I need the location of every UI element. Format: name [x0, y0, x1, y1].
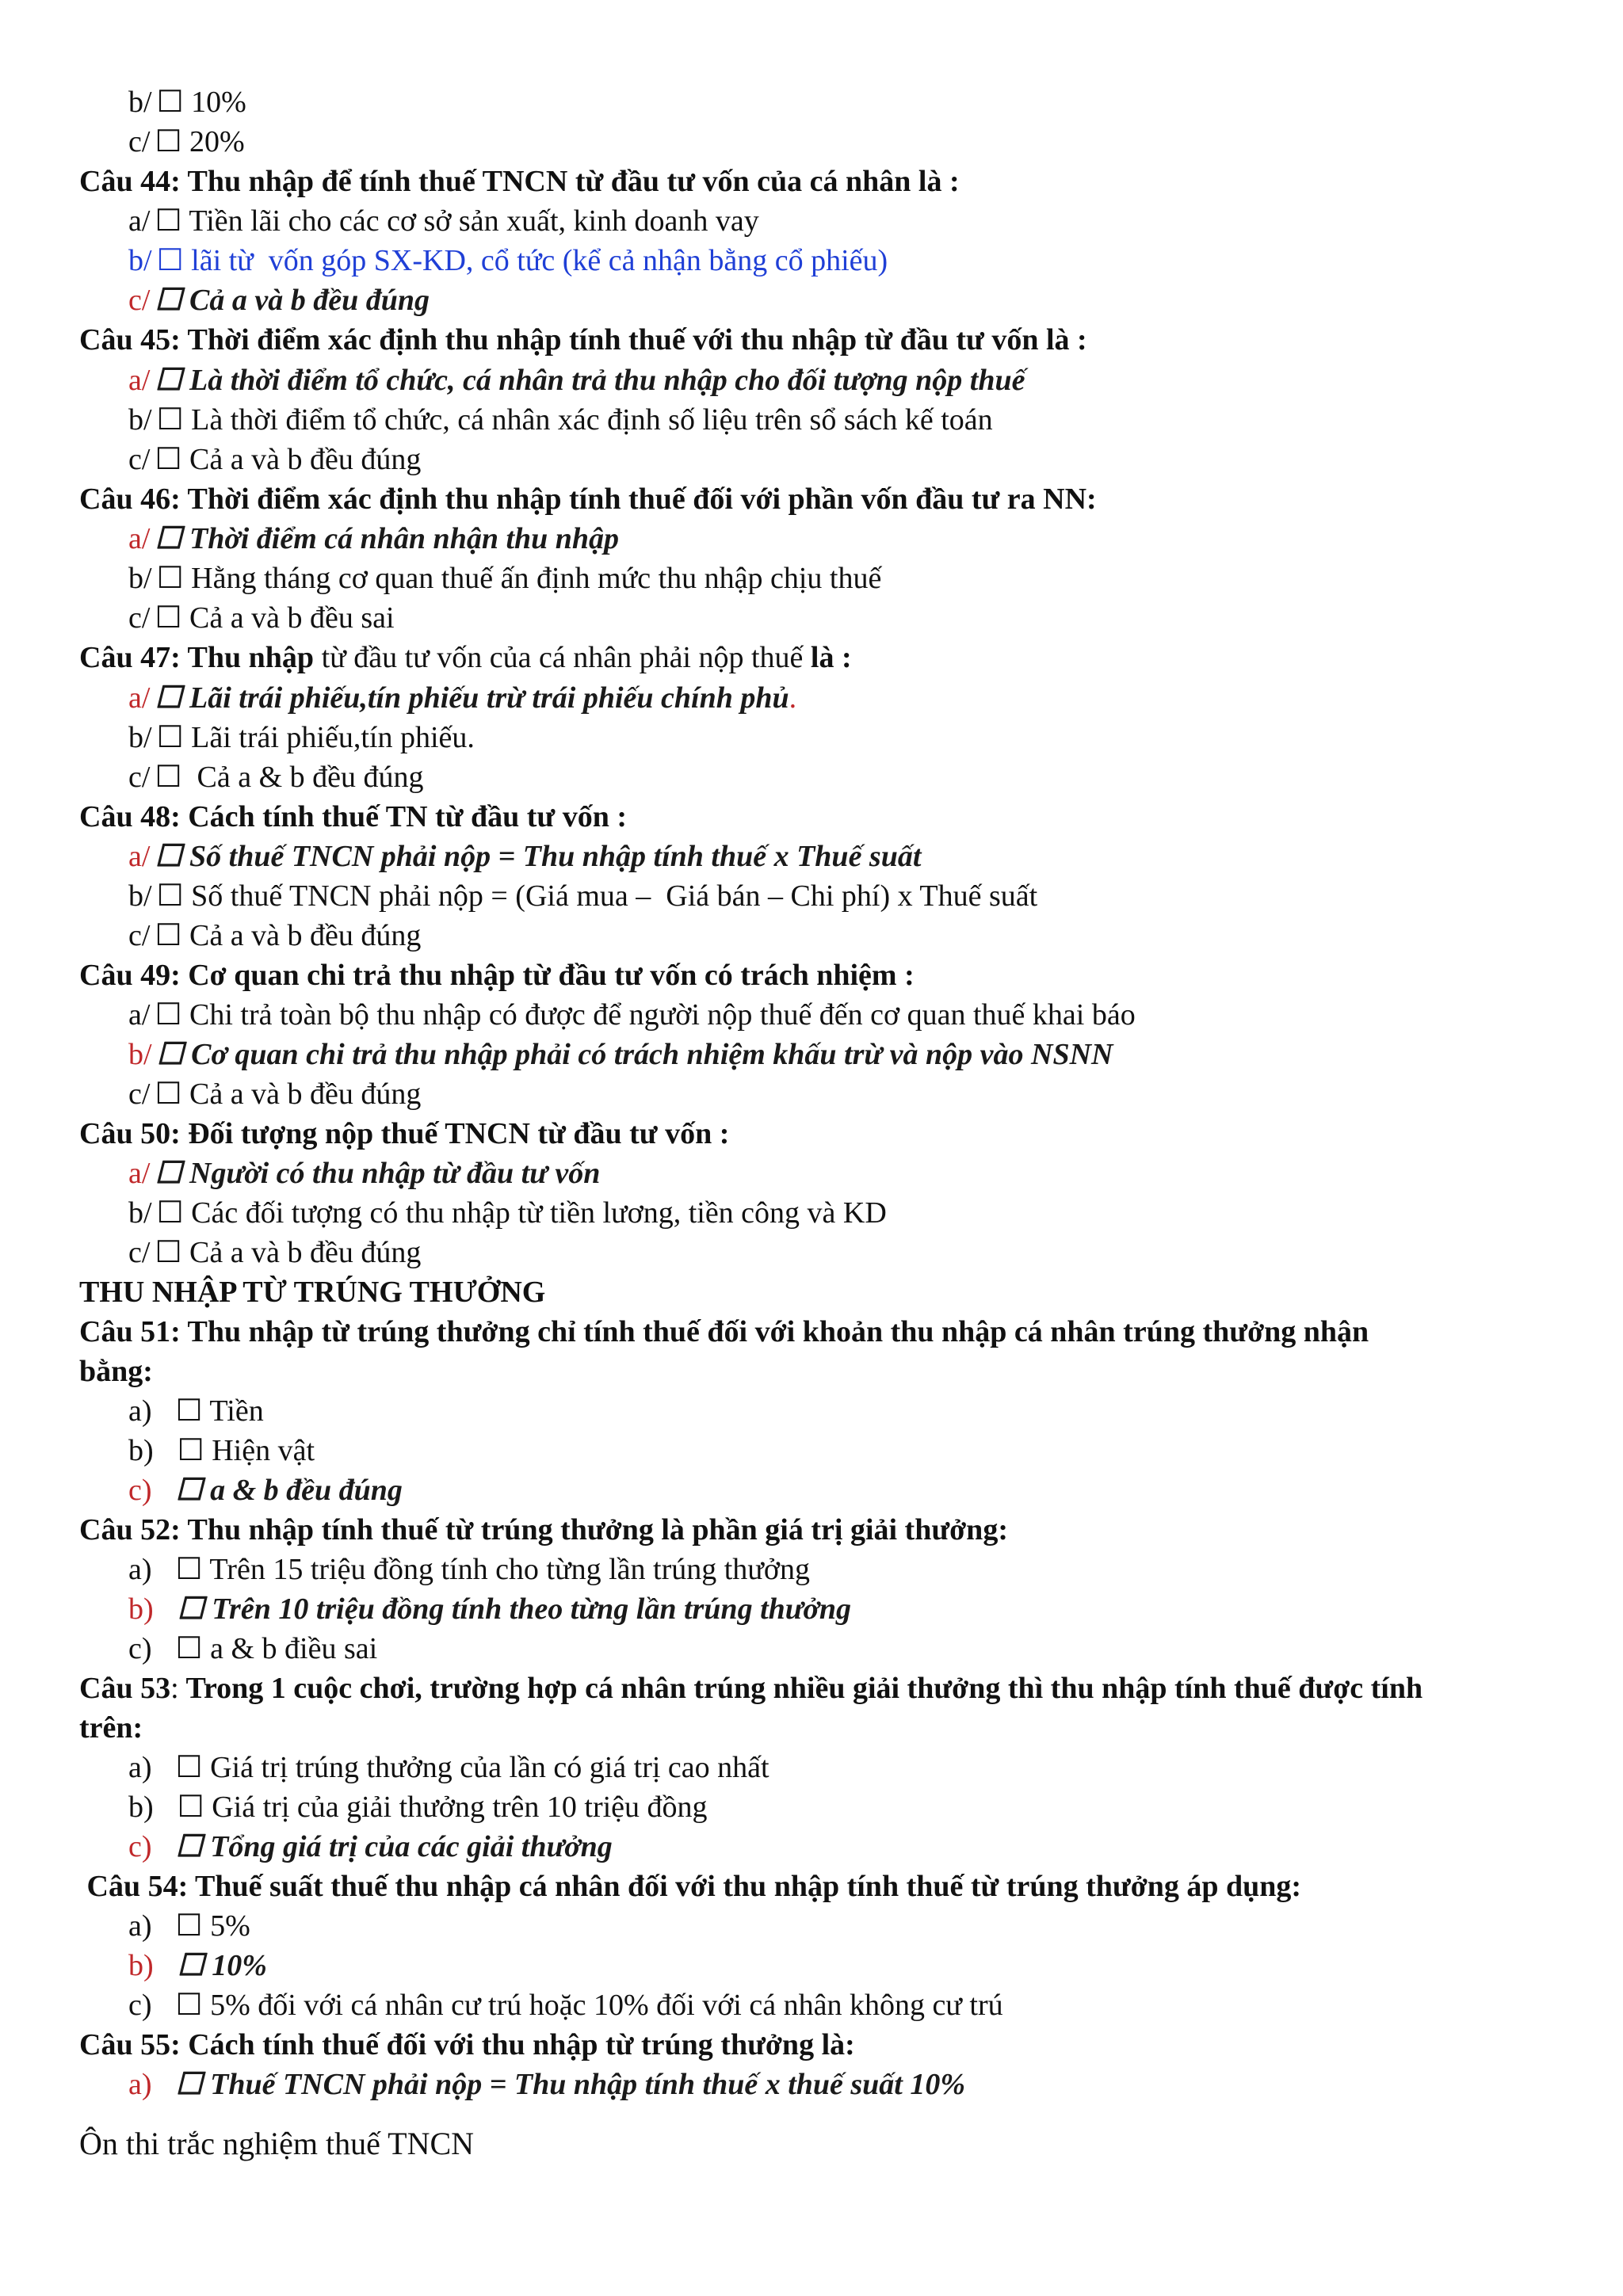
option-prefix: c/ [128, 601, 151, 635]
option-text: a & b điều sai [202, 1632, 378, 1665]
question-continuation: trên: [79, 1711, 143, 1745]
question-text: Đối tượng nộp thuế TNCN từ đầu tư vốn : [180, 1117, 730, 1150]
option-line [128, 360, 1025, 400]
option-text: Số thuế TNCN phải nộp = (Giá mua – Giá bán – Chi phí) x Thuế suất [183, 879, 1038, 913]
question-line [79, 638, 852, 677]
question-line [79, 479, 1097, 519]
option-line [128, 1748, 769, 1787]
checkbox-icon[interactable]: ☐ [156, 403, 184, 437]
option-prefix: a) [128, 1394, 152, 1428]
option-prefix: a/ [128, 1157, 151, 1190]
question-number: Câu 48: [79, 800, 181, 833]
option-prefix: c/ [128, 761, 151, 794]
option-prefix: a/ [128, 204, 151, 238]
checkbox-icon[interactable]: ☐ [155, 522, 182, 555]
option-prefix: c) [128, 1632, 152, 1665]
option-prefix: a) [128, 1909, 152, 1943]
option-text: Cả a và b đều đúng [181, 1236, 422, 1269]
checkbox-icon[interactable]: ☐ [175, 1989, 203, 2022]
checkbox-icon[interactable]: ☐ [155, 840, 182, 873]
option-prefix: c) [128, 1830, 152, 1863]
question-line [79, 320, 1087, 360]
option-text: Hiện vật [204, 1434, 315, 1467]
option-prefix: b/ [128, 403, 152, 437]
option-prefix: a/ [128, 364, 151, 397]
option-line [128, 1035, 1113, 1074]
option-text: Tổng giá trị của các giải thưởng [202, 1830, 613, 1863]
option-line [128, 757, 424, 797]
question-text: Trong 1 cuộc chơi, trường hợp cá nhân trúng nhiều giải thưởng thì thu nhập tính thuế được tính [178, 1672, 1423, 1705]
option-line [128, 1391, 264, 1431]
option-line [128, 1589, 851, 1629]
option-prefix: b) [128, 1949, 154, 1982]
option-line [128, 122, 245, 162]
option-text: Thuế TNCN phải nộp = Thu nhập tính thuế x thuế suất 10% [202, 2068, 966, 2101]
option-text: Cả a và b đều đúng [181, 443, 422, 476]
option-line [128, 1550, 810, 1589]
option-line [128, 440, 421, 479]
option-prefix: a) [128, 1553, 152, 1586]
option-text: 10% [204, 1949, 267, 1982]
option-line [128, 598, 395, 638]
question-number: Câu 52: [79, 1513, 181, 1547]
option-text: 5% đối với cá nhân cư trú hoặc 10% đối với cá nhân không cư trú [202, 1989, 1003, 2022]
option-line [128, 241, 888, 280]
question-text: Thu nhập để tính thuế TNCN từ đầu tư vốn của cá nhân là : [180, 165, 960, 198]
option-line [128, 1154, 600, 1193]
option-line [128, 1074, 421, 1114]
question-text: Cách tính thuế đối với thu nhập từ trúng thưởng là: [180, 2028, 855, 2061]
checkbox-icon[interactable]: ☐ [175, 1394, 203, 1428]
checkbox-icon[interactable]: ☐ [156, 879, 184, 913]
question-line [79, 2025, 855, 2065]
option-line [128, 916, 421, 955]
checkbox-icon[interactable]: ☐ [177, 1791, 204, 1824]
question-number: Câu 51: [79, 1315, 181, 1348]
option-line [128, 1193, 887, 1233]
checkbox-icon[interactable]: ☐ [155, 1077, 182, 1111]
checkbox-icon[interactable]: ☐ [155, 364, 182, 397]
question-number: Câu 53 [79, 1672, 171, 1705]
checkbox-icon[interactable]: ☐ [175, 2068, 203, 2101]
question-continuation: bằng: [79, 1355, 153, 1388]
option-prefix: b) [128, 1791, 154, 1824]
question-text: Thuế suất thuế thu nhập cá nhân đối với thu nhập tính thuế từ trúng thưởng áp dụng: [188, 1870, 1302, 1903]
option-line [128, 559, 881, 598]
option-prefix: a/ [128, 681, 151, 715]
option-line [128, 1827, 613, 1867]
option-text: Cả a và b đều đúng [181, 1077, 422, 1111]
checkbox-icon[interactable]: ☐ [175, 1553, 203, 1586]
question-line [79, 1669, 1423, 1708]
checkbox-icon[interactable]: ☐ [175, 1632, 203, 1665]
footer-caption: Ôn thi trắc nghiệm thuế TNCN [79, 2126, 475, 2161]
option-prefix: c) [128, 1989, 152, 2022]
question-text: từ đầu tư vốn của cá nhân phải nộp thuế [314, 641, 811, 674]
option-text: Là thời điểm tổ chức, cá nhân trả thu nhập cho đối tượng nộp thuế [181, 364, 1025, 397]
option-line [128, 1985, 1003, 2025]
question-number: Câu 46: [79, 482, 181, 516]
option-text: lãi từ vốn góp SX-KD, cổ tức (kể cả nhận bằng cổ phiếu) [183, 244, 888, 277]
option-text: Hằng tháng cơ quan thuế ấn định mức thu nhập chịu thuế [183, 562, 882, 595]
option-text: Cả a & b đều đúng [181, 761, 424, 794]
option-text: Lãi trái phiếu,tín phiếu. [183, 721, 475, 754]
option-prefix: b) [128, 1434, 154, 1467]
question-line [79, 797, 627, 837]
option-line [128, 995, 1136, 1035]
option-text: Tiền lãi cho các cơ sở sản xuất, kinh doanh vay [181, 204, 759, 238]
checkbox-icon[interactable]: ☐ [155, 761, 182, 794]
option-prefix: b/ [128, 86, 152, 119]
question-text: Thu nhập từ trúng thưởng chỉ tính thuế đối với khoản thu nhập cá nhân trúng thưởng nhận [180, 1315, 1369, 1348]
question-text: Thời điểm xác định thu nhập tính thuế đối với phần vốn đầu tư ra NN: [180, 482, 1097, 516]
checkbox-icon[interactable]: ☐ [156, 86, 184, 119]
option-text: Lãi trái phiếu,tín phiếu trừ trái phiếu chính phủ [181, 681, 789, 715]
question-text: Thu nhập tính thuế từ trúng thưởng là phần giá trị giải thưởng: [180, 1513, 1008, 1547]
checkbox-icon[interactable]: ☐ [155, 443, 182, 476]
checkbox-icon[interactable]: ☐ [156, 721, 184, 754]
option-line [128, 201, 759, 241]
checkbox-icon[interactable]: ☐ [155, 601, 182, 635]
option-line [128, 1787, 708, 1827]
option-text: Giá trị của giải thưởng trên 10 triệu đồng [204, 1791, 708, 1824]
option-line [128, 400, 993, 440]
checkbox-icon[interactable]: ☐ [175, 1830, 203, 1863]
option-prefix: b) [128, 1592, 154, 1626]
option-text: Là thời điểm tổ chức, cá nhân xác định số liệu trên sổ sách kế toán [183, 403, 993, 437]
checkbox-icon[interactable]: ☐ [156, 562, 184, 595]
option-line [128, 1431, 315, 1470]
question-colon: : [170, 1672, 179, 1705]
checkbox-icon[interactable]: ☐ [156, 1196, 184, 1230]
question-line [79, 1867, 1301, 1906]
option-prefix: c/ [128, 1236, 151, 1269]
option-text: Chi trả toàn bộ thu nhập có được để người nộp thuế đến cơ quan thuế khai báo [181, 998, 1136, 1032]
checkbox-icon[interactable]: ☐ [155, 681, 182, 715]
question-line [79, 1510, 1008, 1550]
option-line [128, 1470, 403, 1510]
question-text-end: là : [810, 641, 852, 674]
option-prefix: c/ [128, 1077, 151, 1111]
checkbox-icon[interactable]: ☐ [155, 919, 182, 952]
question-line [79, 162, 960, 201]
option-line [128, 280, 430, 320]
option-line [128, 2065, 965, 2104]
option-text: 5% [202, 1909, 250, 1943]
checkbox-icon[interactable]: ☐ [155, 204, 182, 238]
question-number: Câu 44: [79, 165, 181, 198]
option-prefix: c/ [128, 284, 151, 317]
option-text: Giá trị trúng thưởng của lần có giá trị cao nhất [202, 1751, 769, 1784]
option-prefix: b/ [128, 879, 152, 913]
option-text: Các đối tượng có thu nhập từ tiền lương, tiền công và KD [183, 1196, 887, 1230]
option-prefix: b/ [128, 562, 152, 595]
checkbox-icon[interactable]: ☐ [177, 1949, 204, 1982]
checkbox-icon[interactable]: ☐ [156, 1038, 184, 1071]
option-line [128, 82, 246, 122]
option-text: 20% [181, 125, 245, 158]
question-line [79, 1312, 1369, 1352]
checkbox-icon[interactable]: ☐ [175, 1909, 203, 1943]
option-text: Trên 15 triệu đồng tính cho từng lần trúng thưởng [202, 1553, 810, 1586]
option-line [128, 1906, 250, 1946]
option-prefix: c/ [128, 919, 151, 952]
option-line [128, 519, 619, 559]
option-line [128, 876, 1037, 916]
option-prefix: a) [128, 2068, 152, 2101]
question-line [79, 955, 915, 995]
option-prefix: a/ [128, 840, 151, 873]
question-text: Cơ quan chi trả thu nhập từ đầu tư vốn có trách nhiệm : [180, 959, 915, 992]
option-text: Số thuế TNCN phải nộp = Thu nhập tính thuế x Thuế suất [181, 840, 922, 873]
question-number: Câu 45: [79, 323, 181, 357]
option-prefix: a/ [128, 522, 151, 555]
checkbox-icon[interactable]: ☐ [156, 244, 184, 277]
checkbox-icon[interactable]: ☐ [175, 1474, 203, 1507]
checkbox-icon[interactable]: ☐ [177, 1592, 204, 1626]
checkbox-icon[interactable]: ☐ [175, 1751, 203, 1784]
checkbox-icon[interactable]: ☐ [177, 1434, 204, 1467]
option-line [128, 1946, 267, 1985]
option-text: Người có thu nhập từ đầu tư vốn [181, 1157, 601, 1190]
section-heading: THU NHẬP TỪ TRÚNG THƯỞNG [79, 1276, 546, 1309]
option-text: 10% [183, 86, 246, 119]
option-line [128, 678, 796, 718]
question-line [79, 1114, 729, 1154]
checkbox-icon[interactable]: ☐ [155, 1236, 182, 1269]
question-text: Cách tính thuế TN từ đầu tư vốn : [180, 800, 628, 833]
option-prefix: c/ [128, 125, 151, 158]
option-prefix: b/ [128, 1196, 152, 1230]
question-number: Câu 49: [79, 959, 181, 992]
option-prefix: a/ [128, 998, 151, 1032]
option-text: a & b đều đúng [202, 1474, 403, 1507]
option-prefix: b/ [128, 1038, 152, 1071]
question-number: Câu 50: [79, 1117, 181, 1150]
question-number: Câu 47: Thu nhập [79, 641, 315, 674]
option-prefix: c) [128, 1474, 152, 1507]
option-trail: . [789, 681, 797, 715]
checkbox-icon[interactable]: ☐ [155, 1157, 182, 1190]
checkbox-icon[interactable]: ☐ [155, 998, 182, 1032]
option-text: Trên 10 triệu đồng tính theo từng lần trúng thưởng [204, 1592, 852, 1626]
option-text: Cả a và b đều đúng [181, 284, 430, 317]
checkbox-icon[interactable]: ☐ [155, 284, 182, 317]
option-text: Cả a và b đều đúng [181, 919, 422, 952]
option-prefix: b/ [128, 721, 152, 754]
option-prefix: a) [128, 1751, 152, 1784]
option-line [128, 718, 475, 757]
question-number: Câu 54: [79, 1870, 189, 1903]
option-line [128, 1233, 421, 1272]
option-line [128, 1629, 377, 1669]
option-text: Thời điểm cá nhân nhận thu nhập [181, 522, 620, 555]
option-prefix: b/ [128, 244, 152, 277]
checkbox-icon[interactable]: ☐ [155, 125, 182, 158]
option-text: Cơ quan chi trả thu nhập phải có trách nhiệm khấu trừ và nộp vào NSNN [183, 1038, 1113, 1071]
question-text: Thời điểm xác định thu nhập tính thuế với thu nhập từ đầu tư vốn là : [180, 323, 1087, 357]
option-line [128, 837, 921, 876]
option-text: Tiền [202, 1394, 264, 1428]
option-text: Cả a và b đều sai [181, 601, 395, 635]
question-number: Câu 55: [79, 2028, 181, 2061]
option-prefix: c/ [128, 443, 151, 476]
